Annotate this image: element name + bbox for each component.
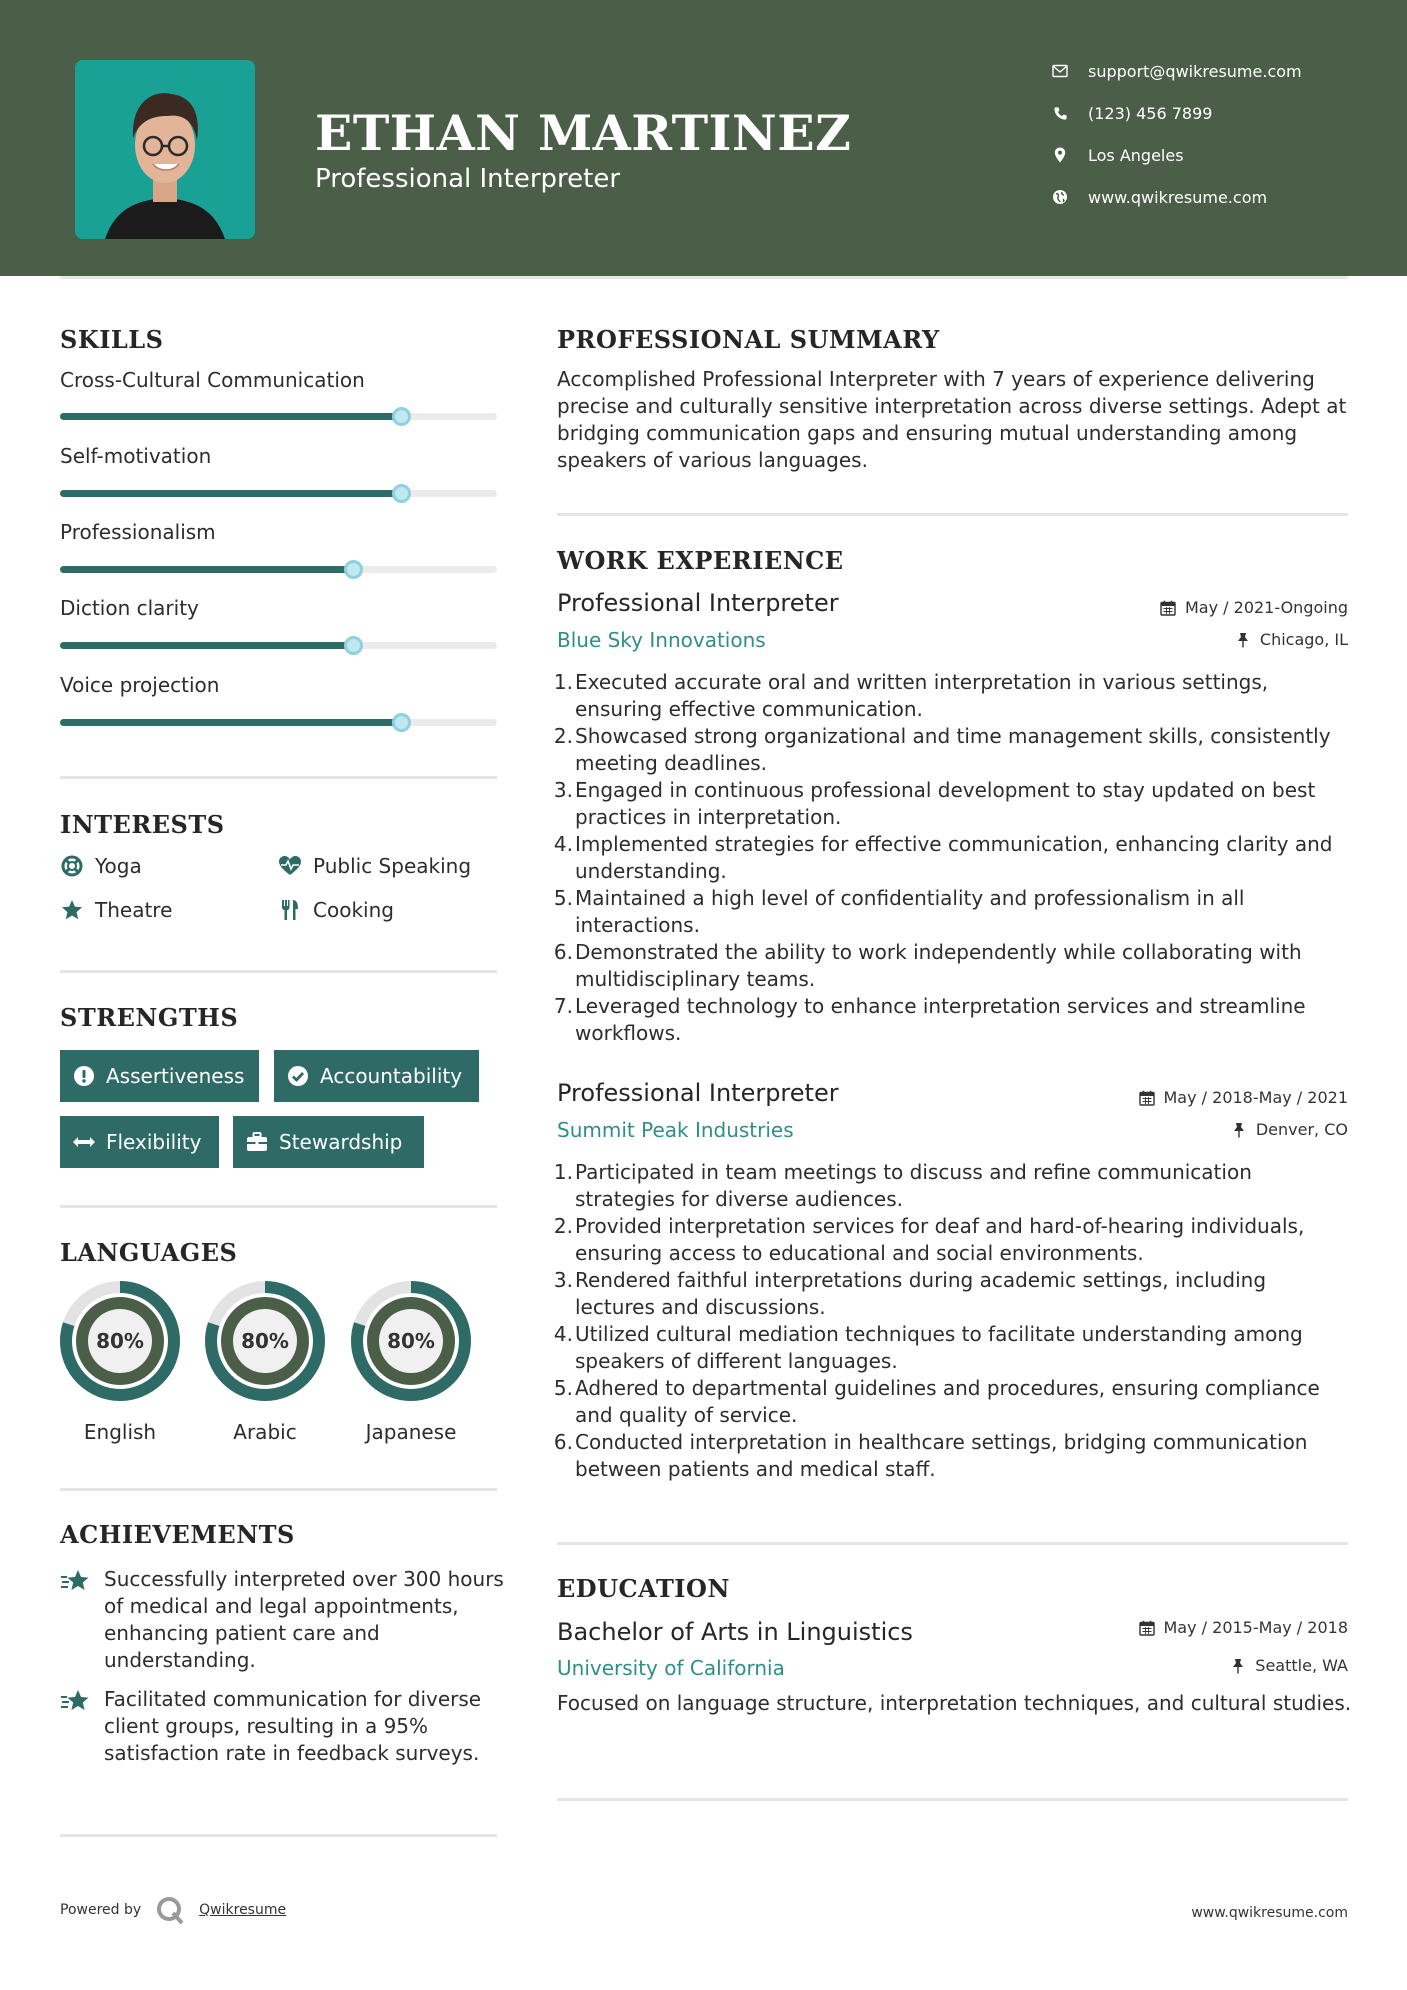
languages-title: LANGUAGES <box>60 1238 238 1267</box>
header-banner <box>0 0 1407 276</box>
contact-website-text: www.qwikresume.com <box>1088 187 1268 207</box>
job-bullet: 1. Executed accurate oral and written interpretation in various settings, ensuring effective communication. <box>553 670 1269 721</box>
language-item <box>59 1280 181 1444</box>
language-name: Japanese <box>365 1420 457 1444</box>
skill-bar-knob <box>344 636 363 655</box>
interest-item <box>278 898 394 922</box>
job-bullet: 5. Adhered to departmental guidelines and procedures, ensuring compliance and quality of service. <box>553 1376 1320 1427</box>
strength-label: Stewardship <box>279 1130 403 1154</box>
strength-label: Flexibility <box>106 1130 202 1154</box>
skill-bar <box>60 566 497 573</box>
header-divider <box>60 276 1348 279</box>
language-name: Arabic <box>233 1420 297 1444</box>
interest-label: Yoga <box>95 854 142 878</box>
contact-phone-text: (123) 456 7899 <box>1088 103 1213 123</box>
language-ring <box>204 1280 326 1402</box>
profile-photo <box>75 60 255 239</box>
section-divider <box>557 1542 1348 1545</box>
interest-label: Public Speaking <box>313 854 472 878</box>
calendar-icon <box>1138 1089 1156 1107</box>
skill-bar-fill <box>60 642 353 649</box>
experience-title: WORK EXPERIENCE <box>557 546 844 575</box>
job-location <box>1234 630 1348 649</box>
achievement-item <box>60 1566 504 1674</box>
interests-title: INTERESTS <box>60 810 225 839</box>
strengths-title: STRENGTHS <box>60 1003 239 1032</box>
contact-email[interactable] <box>1050 56 1302 86</box>
summary-text: Accomplished Professional Interpreter with 7 years of experience delivering precise and culturally sensitive interpretation across diverse settings. Adept at bridging communication gaps and ensuring mutual understanding among speakers of various languages. <box>557 367 1347 472</box>
job-bullet: 6. Conducted interpretation in healthcare settings, bridging communication between patients and medical staff. <box>553 1430 1308 1481</box>
skill-label: Self-motivation <box>60 444 212 468</box>
job-dates-text: May / 2021-Ongoing <box>1185 598 1348 617</box>
check-circle-icon <box>286 1064 310 1088</box>
skill-bar-fill <box>60 413 401 420</box>
degree-title: Bachelor of Arts in Linguistics <box>557 1618 913 1646</box>
briefcase-icon <box>245 1130 269 1154</box>
education-dates-text: May / 2015-May / 2018 <box>1163 1618 1348 1637</box>
skill-bar-fill <box>60 719 401 726</box>
job-title: Professional Interpreter <box>557 1079 839 1107</box>
section-divider <box>60 1834 497 1837</box>
candidate-name: ETHAN MARTINEZ <box>315 104 852 162</box>
exclamation-circle-icon <box>72 1064 96 1088</box>
heartbeat-icon <box>278 854 302 878</box>
job-bullet: 2. Provided interpretation services for deaf and hard-of-hearing individuals, ensuring access to educational and social environments. <box>553 1214 1305 1265</box>
contact-location-text: Los Angeles <box>1088 145 1184 165</box>
contact-website[interactable] <box>1050 182 1267 212</box>
skill-bar <box>60 413 497 420</box>
job-location-text: Chicago, IL <box>1259 630 1348 649</box>
job-dates <box>1159 598 1348 617</box>
skill-label: Professionalism <box>60 520 216 544</box>
language-item <box>350 1280 472 1444</box>
footer-powered-by <box>60 1895 286 1925</box>
arrows-horizontal-icon <box>72 1130 96 1154</box>
calendar-icon <box>1138 1619 1156 1637</box>
strength-badge <box>233 1116 424 1168</box>
powered-by-text: Powered by <box>60 1902 142 1918</box>
job-bullet: 1. Participated in team meetings to discuss and refine communication strategies for diverse audiences. <box>553 1160 1252 1211</box>
contact-phone[interactable] <box>1050 98 1212 128</box>
company-name: Blue Sky Innovations <box>557 628 766 652</box>
calendar-icon <box>1159 599 1177 617</box>
qwikresume-logo-icon <box>155 1895 185 1925</box>
skill-bar-fill <box>60 490 401 497</box>
summary-title: PROFESSIONAL SUMMARY <box>557 325 940 354</box>
job-bullet: 3. Rendered faithful interpretations during academic settings, including lectures and discussions. <box>553 1268 1267 1319</box>
skill-bar-knob <box>392 484 411 503</box>
section-divider <box>60 1205 497 1208</box>
language-percent: 80% <box>96 1329 144 1353</box>
skill-bar <box>60 642 497 649</box>
job-bullet: 3. Engaged in continuous professional development to stay updated on best practices in interpretation. <box>553 778 1316 829</box>
company-name: Summit Peak Industries <box>557 1118 794 1142</box>
skill-label: Cross-Cultural Communication <box>60 368 365 392</box>
skill-label: Diction clarity <box>60 596 199 620</box>
education-title: EDUCATION <box>557 1574 730 1603</box>
interest-item <box>60 854 142 878</box>
job-bullet: 2. Showcased strong organizational and time management skills, consistently meeting deadlines. <box>553 724 1331 775</box>
globe-icon <box>1050 187 1070 207</box>
pushpin-icon <box>1234 631 1252 649</box>
language-item <box>204 1280 326 1444</box>
section-divider <box>60 1488 497 1491</box>
qwikresume-link[interactable]: Qwikresume <box>199 1902 287 1918</box>
interest-label: Cooking <box>313 898 394 922</box>
achievement-text: Successfully interpreted over 300 hours of medical and legal appointments, enhancing patient care and understanding. <box>104 1567 504 1672</box>
job-location <box>1230 1120 1348 1139</box>
education-location-text: Seattle, WA <box>1255 1656 1348 1675</box>
school-name: University of California <box>557 1656 785 1680</box>
phone-icon <box>1050 103 1070 123</box>
job-bullet: 5. Maintained a high level of confidentiality and professionalism in all interactions. <box>553 886 1245 937</box>
job-bullet: 7. Leveraged technology to enhance interpretation services and streamline workflows. <box>553 994 1306 1045</box>
achievement-text: Facilitated communication for diverse client groups, resulting in a 95% satisfaction rate in feedback surveys. <box>104 1687 482 1765</box>
achievements-title: ACHIEVEMENTS <box>60 1520 295 1549</box>
job-bullet: 4. Utilized cultural mediation techniques to facilitate understanding among speakers of different languages. <box>553 1322 1303 1373</box>
job-bullet: 4. Implemented strategies for effective communication, enhancing clarity and understanding. <box>553 832 1333 883</box>
life-ring-icon <box>60 854 84 878</box>
trophy-star-icon <box>60 1688 92 1716</box>
job-dates <box>1138 1088 1349 1107</box>
skill-bar-knob <box>392 713 411 732</box>
section-divider <box>557 1798 1348 1801</box>
language-percent: 80% <box>241 1329 289 1353</box>
skill-bar-fill <box>60 566 353 573</box>
language-ring <box>59 1280 181 1402</box>
language-percent: 80% <box>387 1329 435 1353</box>
location-pin-icon <box>1050 145 1070 165</box>
strength-badge <box>60 1116 219 1168</box>
job-location-text: Denver, CO <box>1255 1120 1348 1139</box>
skill-bar-knob <box>344 560 363 579</box>
skill-bar <box>60 490 497 497</box>
language-ring <box>350 1280 472 1402</box>
section-divider <box>60 970 497 973</box>
education-description: Focused on language structure, interpretation techniques, and cultural studies. <box>557 1691 1352 1715</box>
achievement-item <box>60 1686 497 1794</box>
pushpin-icon <box>1230 1121 1248 1139</box>
envelope-icon <box>1050 61 1070 81</box>
education-location <box>1229 1656 1348 1675</box>
utensils-icon <box>278 898 302 922</box>
interest-item <box>60 898 172 922</box>
interest-item <box>278 854 471 878</box>
contact-email-text: support@qwikresume.com <box>1088 61 1302 81</box>
star-icon <box>60 898 84 922</box>
job-title: Professional Interpreter <box>557 589 839 617</box>
candidate-role: Professional Interpreter <box>315 164 621 194</box>
section-divider <box>60 776 497 779</box>
footer-url[interactable]: www.qwikresume.com <box>1191 1905 1348 1921</box>
strength-label: Accountability <box>320 1064 463 1088</box>
job-bullet: 6. Demonstrated the ability to work independently while collaborating with multidisciplinary teams. <box>553 940 1302 991</box>
skill-bar <box>60 719 497 726</box>
education-dates <box>1138 1618 1349 1637</box>
job-bullets <box>553 669 1352 1047</box>
pushpin-icon <box>1229 1657 1247 1675</box>
skill-bar-knob <box>392 407 411 426</box>
job-bullets <box>553 1159 1352 1483</box>
strength-badge <box>274 1050 479 1102</box>
strength-badge <box>60 1050 259 1102</box>
section-divider <box>557 513 1348 516</box>
language-name: English <box>83 1420 157 1444</box>
job-dates-text: May / 2018-May / 2021 <box>1163 1088 1348 1107</box>
interest-label: Theatre <box>95 898 173 922</box>
strength-label: Assertiveness <box>106 1064 245 1088</box>
skills-title: SKILLS <box>60 325 164 354</box>
skill-label: Voice projection <box>60 673 220 697</box>
contact-location <box>1050 140 1184 170</box>
trophy-star-icon <box>60 1568 92 1596</box>
